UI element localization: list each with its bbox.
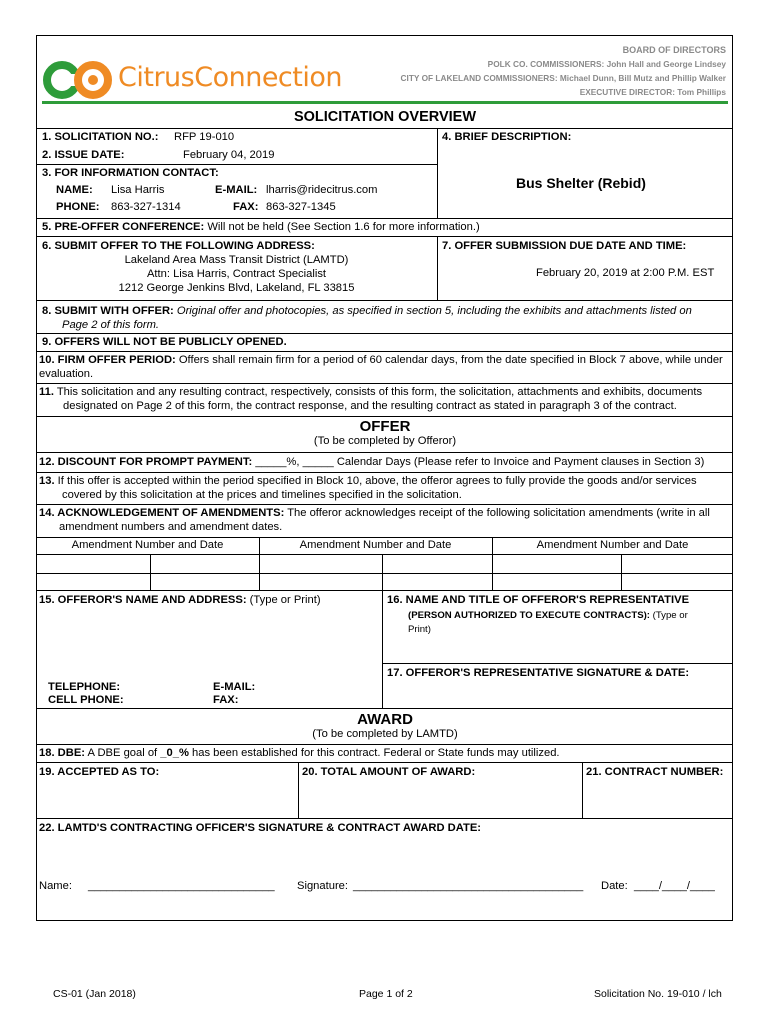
board-line: POLK CO. COMMISSIONERS: John Hall and George Lindsey [487,59,726,69]
field-10 [39,354,723,367]
firm-offer-text-2: evaluation. [39,368,94,380]
amendment-input-3a[interactable] [493,555,621,572]
contact-name: Lisa Harris [111,184,165,196]
amendment-header-3: Amendment Number and Date [536,539,689,551]
representative-name-input[interactable] [383,637,732,662]
footer-page-number: Page 1 of 2 [359,988,413,1000]
field-15-hint: (Type or Print) [246,594,321,606]
field-12 [39,456,704,469]
field-16-label: 16. NAME AND TITLE OF OFFEROR'S REPRESENTATIVE [387,594,690,606]
solicitation-number: RFP 19-010 [174,131,235,143]
brief-description: Bus Shelter (Rebid) [516,175,646,191]
field-20-label: 20. TOTAL AMOUNT OF AWARD: [302,766,476,778]
field-4-label: 4. BRIEF DESCRIPTION: [442,131,572,143]
offeror-email-label: E-MAIL: [213,681,256,693]
contact-name-label: NAME: [56,184,93,196]
field-11-text-2: designated on Page 2 of this form, the contract response, and the resulting contract as stated in paragraph 3 of the contract. [63,400,677,412]
amendment-input-2b[interactable] [383,555,492,572]
due-date-time: February 20, 2019 at 2:00 P.M. EST [536,267,715,279]
amendment-header-2: Amendment Number and Date [299,539,452,551]
offer-title: OFFER [359,418,411,435]
field-13-label: 13. [39,475,55,487]
firm-offer-text: Offers shall remain firm for a period of 60 calendar days, from the date specified in Block 7 above, while under [175,354,723,366]
amendment-input-1b[interactable] [151,555,259,572]
prompt-payment-text: _____%, _____ Calendar Days (Please refer to Invoice and Payment clauses in Section 3) [252,456,705,468]
offeror-fax-label: FAX: [213,694,239,706]
field-6-label: 6. SUBMIT OFFER TO THE FOLLOWING ADDRESS: [42,240,315,252]
amendment-input-2a[interactable] [260,555,382,572]
contact-phone-label: PHONE: [56,201,100,213]
representative-signature-input[interactable] [383,682,732,707]
address-line: Lakeland Area Mass Transit District (LAMTD) [124,254,349,266]
field-9-label: 9. OFFERS WILL NOT BE PUBLICLY OPENED. [42,336,287,348]
award-name-line[interactable]: ______________________________ [88,880,275,892]
award-signature-label: Signature: [297,880,348,892]
telephone-label: TELEPHONE: [48,681,121,693]
board-line: EXECUTIVE DIRECTOR: Tom Phillips [579,87,726,97]
address-line: 1212 George Jenkins Blvd, Lakeland, FL 33815 [118,282,355,294]
field-13 [39,475,697,488]
overview-title: SOLICITATION OVERVIEW [293,109,477,125]
field-16-hint: (Type or [649,610,688,621]
offeror-name-address-input[interactable] [37,610,381,680]
field-14-text: The offeror acknowledges receipt of the following solicitation amendments (write in all [284,507,710,519]
field-16-sub-label: (PERSON AUTHORIZED TO EXECUTE CONTRACTS): [408,610,650,621]
contact-email-label: E-MAIL: [215,184,258,196]
field-14-label: 14. ACKNOWLEDGEMENT OF AMENDMENTS: [39,507,285,519]
field-8-label: 8. SUBMIT WITH OFFER: [42,305,174,317]
pre-offer-conference: Will not be held (See Section 1.6 for more information.) [204,221,480,233]
field-10-label: 10. FIRM OFFER PERIOD: [39,354,176,366]
amendment-input-3b[interactable] [622,555,732,572]
field-17-label: 17. OFFEROR'S REPRESENTATIVE SIGNATURE & DATE: [387,667,690,679]
field-15 [39,594,321,607]
board-line: BOARD OF DIRECTORS [622,45,726,55]
contact-phone: 863-327-1314 [111,201,181,213]
dbe-goal: _0_% [160,747,189,759]
field-19-label: 19. ACCEPTED AS TO: [39,766,160,778]
logo-text: CitrusConnection [118,62,342,93]
board-line: CITY OF LAKELAND COMMISSIONERS: Michael Dunn, Bill Mutz and Phillip Walker [400,73,726,83]
offer-subtitle: (To be completed by Offeror) [313,435,457,447]
field-7-label: 7. OFFER SUBMISSION DUE DATE AND TIME: [442,240,687,252]
footer-form-id: CS-01 (Jan 2018) [53,988,136,1000]
award-signature-line[interactable]: _____________________________________ [353,880,584,892]
award-title: AWARD [357,711,413,728]
field-3-label: 3. FOR INFORMATION CONTACT: [42,167,219,179]
accepted-as-to-input[interactable] [37,781,297,817]
amendment-header-1: Amendment Number and Date [71,539,224,551]
field-18-label: 18. DBE: [39,747,86,759]
field-14 [39,507,710,520]
award-name-label: Name: [39,880,72,892]
submit-with-offer-text: Original offer and photocopies, as specified in section 5, including the exhibits and attachments listed on [173,305,692,317]
award-date-line[interactable]: ____/____/____ [634,880,715,892]
address-line: Attn: Lisa Harris, Contract Specialist [146,268,327,280]
field-8 [42,305,692,318]
award-date-label: Date: [601,880,628,892]
field-13-text: If this offer is accepted within the period specified in Block 10, above, the offeror agrees to fully provide the goods and/or services [54,475,697,487]
contact-fax: 863-327-1345 [266,201,336,213]
field-16-sub [408,609,688,622]
cell-phone-label: CELL PHONE: [48,694,124,706]
contract-number-input[interactable] [583,781,732,817]
field-13-text-2: covered by this solicitation at the prices and timelines specified in the solicitation. [62,489,462,501]
field-11-label: 11. [39,386,54,398]
field-11 [39,386,702,399]
total-award-input[interactable] [299,781,581,817]
amendment-input-1a[interactable] [37,555,150,572]
field-14-text-2: amendment numbers and amendment dates. [59,521,283,533]
field-15-label: 15. OFFEROR'S NAME AND ADDRESS: [39,594,247,606]
contact-fax-label: FAX: [233,201,259,213]
field-12-label: 12. DISCOUNT FOR PROMPT PAYMENT: [39,456,253,468]
field-11-text: This solicitation and any resulting contract, respectively, consists of this form, the solicitation, attachments and exhibits, documents [53,386,703,398]
contact-email: lharris@ridecitrus.com [266,184,378,196]
dbe-text-a: A DBE goal of [85,747,161,759]
issue-date: February 04, 2019 [183,149,275,161]
field-21-label: 21. CONTRACT NUMBER: [586,766,724,778]
field-5 [42,221,480,234]
dbe-text-b: has been established for this contract. Federal or State funds may utilized. [188,747,560,759]
footer-solicitation-number: Solicitation No. 19-010 / lch [594,988,722,1000]
field-22-label: 22. LAMTD'S CONTRACTING OFFICER'S SIGNATURE & CONTRACT AWARD DATE: [39,822,482,834]
field-2-label: 2. ISSUE DATE: [42,149,125,161]
field-1-label: 1. SOLICITATION NO.: [42,131,159,143]
field-16-hint-2: Print) [408,624,431,635]
award-subtitle: (To be completed by LAMTD) [312,728,458,740]
field-5-label: 5. PRE-OFFER CONFERENCE: [42,221,205,233]
submit-with-offer-text-2: Page 2 of this form. [62,319,160,331]
field-18 [39,747,560,760]
